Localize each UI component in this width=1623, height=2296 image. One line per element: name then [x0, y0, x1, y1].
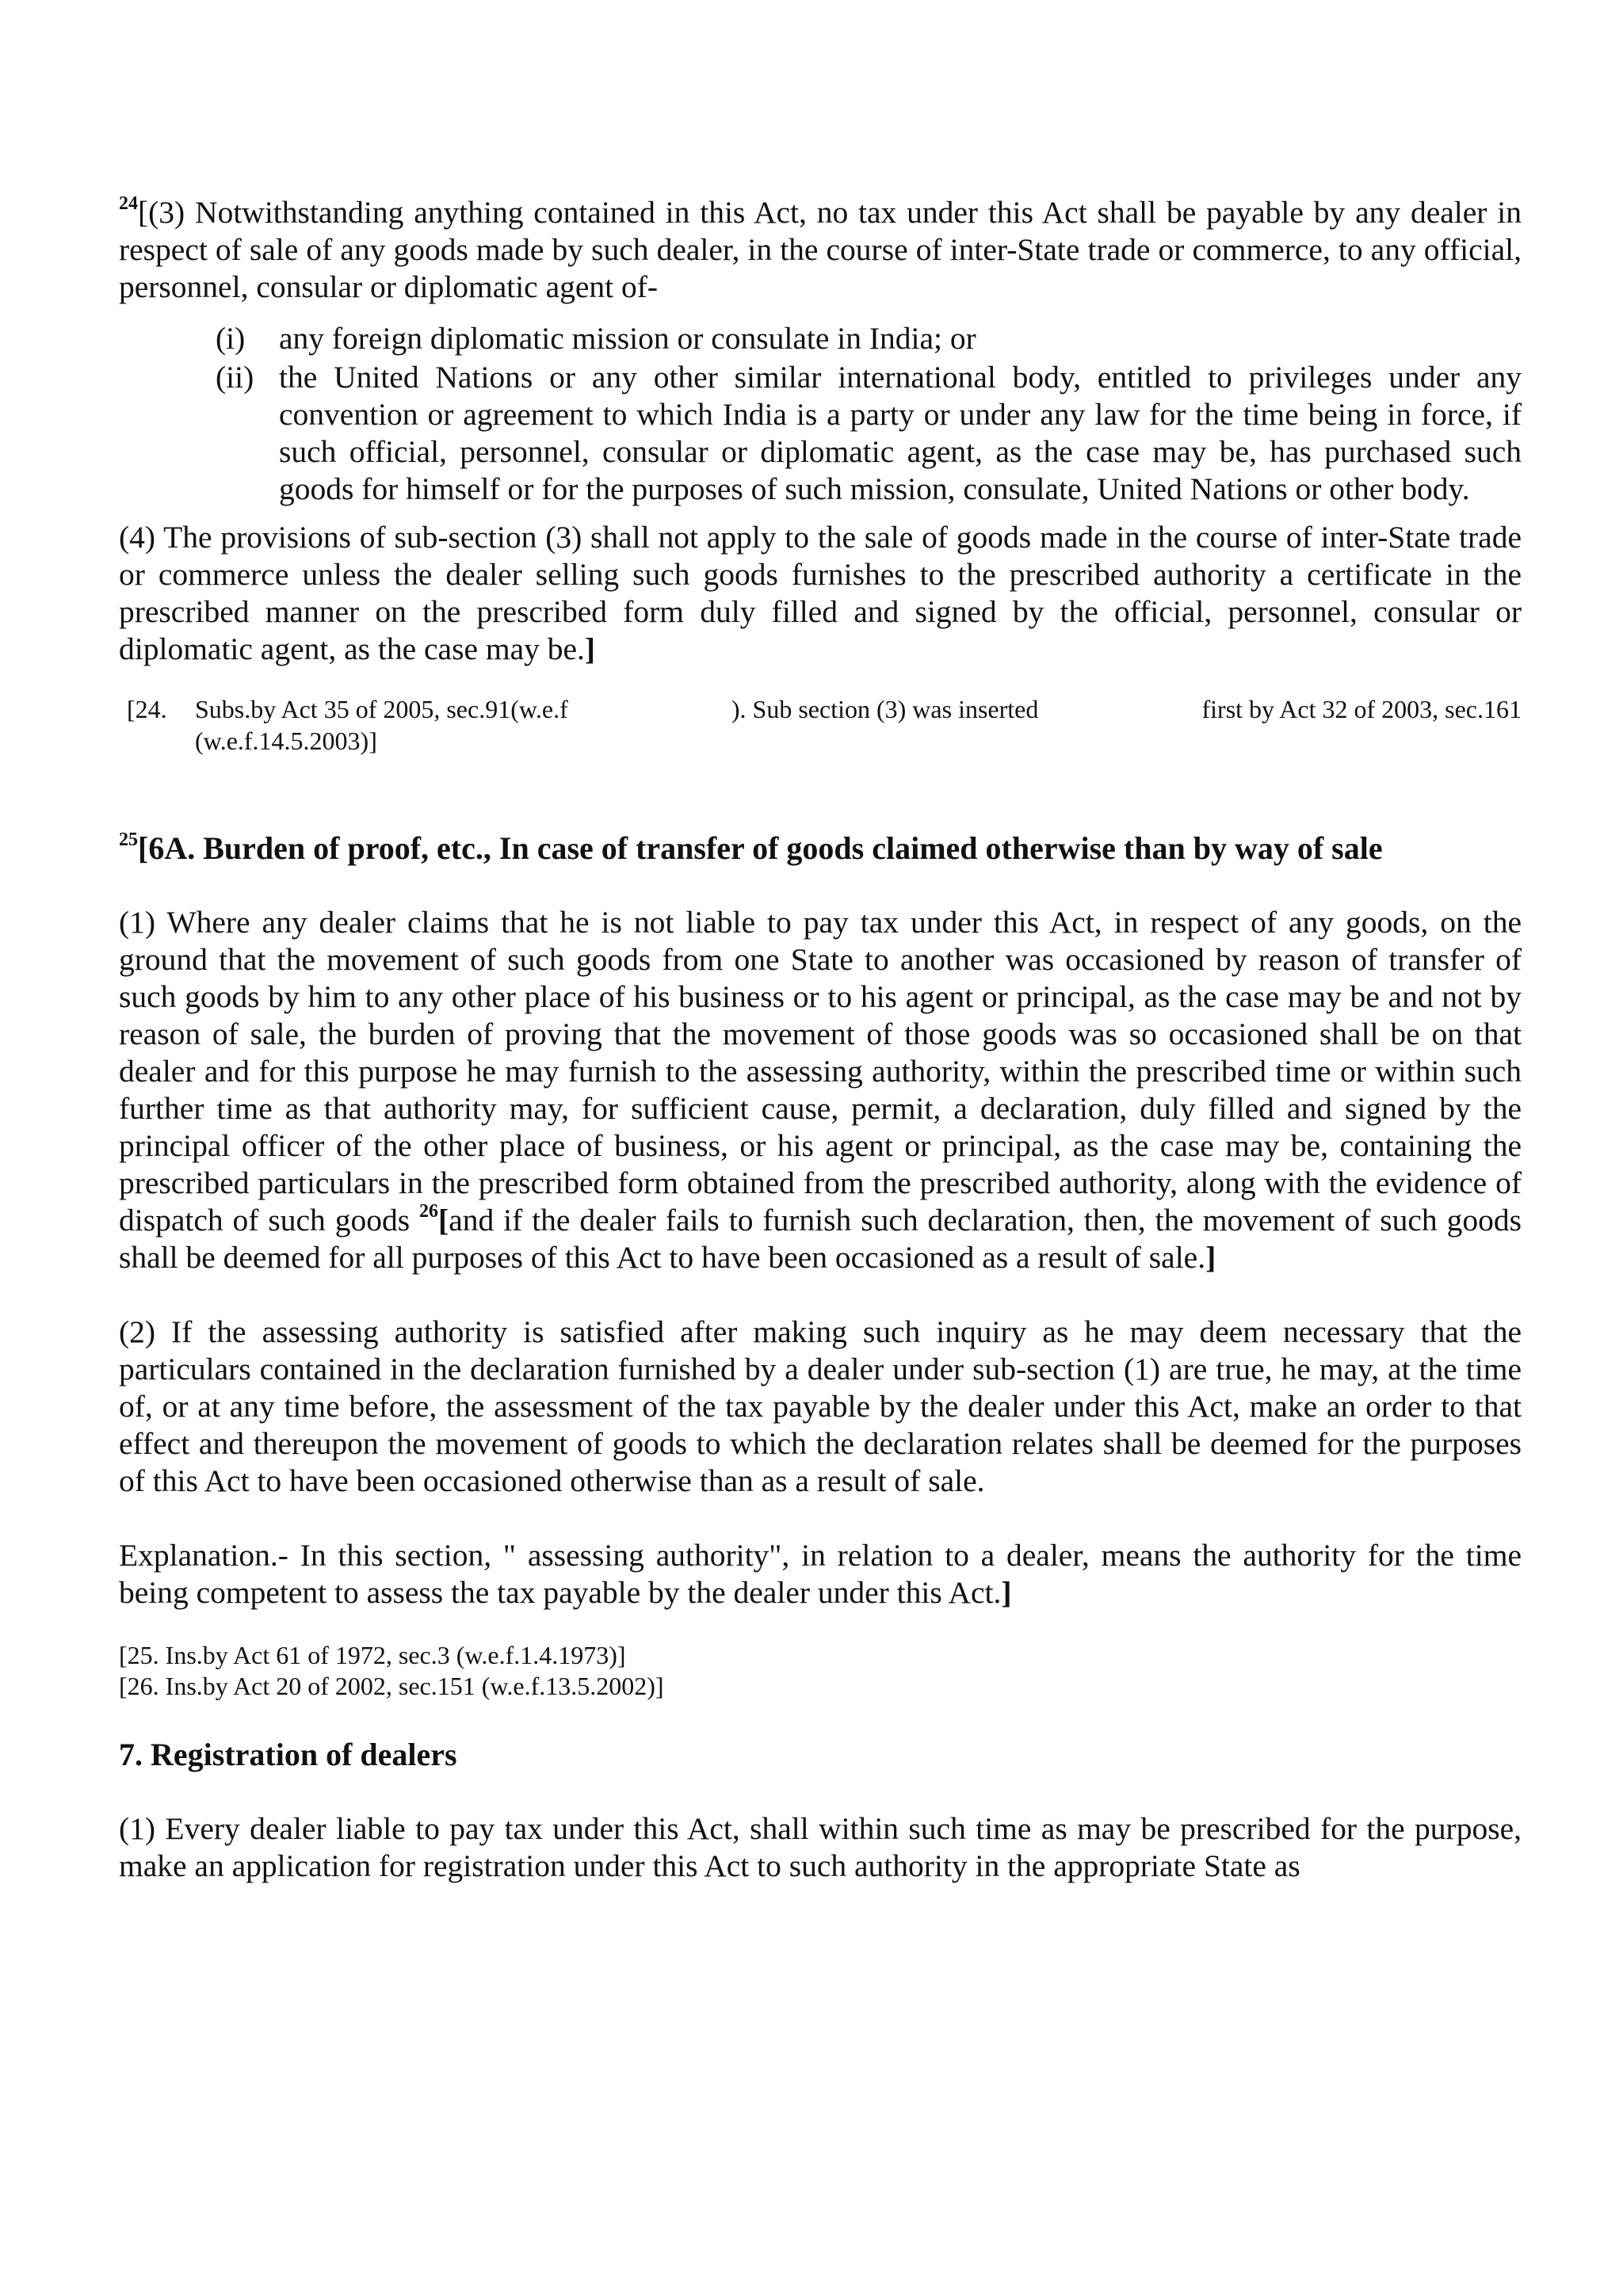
section-6a-paragraph-2: (2) If the assessing authority is satisfied after making such inquiry as he may deem necessary that the particulars contained in the declaration furnished by a dealer under sub-section (1) are true, he may, at the time of, or at any time before, the assessment of the tax payable by the dealer under this Act, make an order to that effect and thereupon the movement of goods to which the declaration relates shall be deemed for the purposes of this Act to have been occasioned otherwise than as a result of sale.: [119, 1314, 1522, 1498]
footnote-24-number: [24.: [127, 695, 167, 723]
section-6a-p1-inserted-text: and if the dealer fails to furnish such declaration, then, the movement of such goods shall be deemed for all purposes of this Act to have been occasioned as a result of sale.: [119, 1203, 1522, 1275]
footnote-ref-26: 26: [419, 1201, 439, 1222]
list-item-number: (ii): [216, 360, 254, 395]
section-7-heading: 7. Registration of dealers: [119, 1737, 457, 1772]
insert-open-bracket: [: [438, 1203, 449, 1238]
explanation-text: Explanation.- In this section, " assessing authority", in relation to a dealer, means the authority for the time being competent to assess the tax payable by the dealer under this Act.: [119, 1538, 1522, 1610]
insert-close-bracket: ]: [1205, 1240, 1216, 1275]
explanation-close-bracket: ]: [1001, 1575, 1012, 1610]
footnotes: [119, 1640, 1522, 1702]
section-7-paragraph-1: (1) Every dealer liable to pay tax under this Act, shall within such time as may be prescribed for the purpose, make an application for registration under this Act to such authority in the appropriate State as: [119, 1811, 1522, 1883]
section-6a-heading: [119, 830, 1522, 867]
footnote-26: [26. Ins.by Act 20 of 2002, sec.151 (w.e.f.13.5.2002)]: [119, 1672, 664, 1700]
list-item-number: (i): [216, 321, 246, 356]
section-6a-p1-text: (1) Where any dealer claims that he is not liable to pay tax under this Act, in respect of any goods, on the ground that the movement of such goods from one State to another was occasioned by reason of transfer of such goods by him to any other place of his business or to his agent or principal, as the case may be and not by reason of sale, the burden of proving that the movement of those goods was so occasioned shall be on that dealer and for this purpose he may furnish to the assessing authority, within the prescribed time or within such further time as that authority may, for sufficient cause, permit, a declaration, duly filled and signed by the principal officer of the other place of business, or his agent or principal, as the case may be, containing the prescribed particulars in the prescribed form obtained from the prescribed authority, along with the evidence of dispatch of such goods: [119, 905, 1522, 1238]
list-item-text: any foreign diplomatic mission or consulate in India; or: [279, 321, 976, 356]
footnote-24-part2: ). Sub section (3) was inserted: [731, 695, 1039, 723]
footnote-24-part3: first by Act 32 of 2003, sec.161: [1201, 695, 1522, 723]
section-3-text: [(3) Notwithstanding anything contained in this Act, no tax under this Act shall be payable by any dealer in respect of sale of any goods made by such dealer, in the course of inter-State trade or commerce, to any official, personnel, consular or diplomatic agent of-: [119, 195, 1522, 304]
list-item-text: the United Nations or any other similar international body, entitled to privileges under any convention or agreement to which India is a party or under any law for the time being in force, if such official, personnel, consular or diplomatic agent, as the case may be, has purchased such goods for himself or for the purposes of such mission, consulate, United Nations or other body.: [279, 360, 1522, 506]
document-page: [119, 194, 1522, 1885]
section-6a-paragraph-1: [119, 904, 1522, 1276]
footnote-ref-24: 24: [119, 193, 138, 214]
section-3-paragraph: [119, 194, 1522, 306]
footnote-24-part1: Subs.by Act 35 of 2005, sec.91(w.e.f: [195, 695, 568, 723]
footnote-ref-25: 25: [119, 830, 138, 850]
footnote-24: [119, 693, 1522, 757]
section-6a-title: [6A. Burden of proof, etc., In case of transfer of goods claimed otherwise than by way of sale: [138, 830, 1383, 866]
section-4-text: (4) The provisions of sub-section (3) shall not apply to the sale of goods made in the course of inter-State trade or commerce unless the dealer selling such goods furnishes to the prescribed authority a certificate in the prescribed manner on the prescribed form duly filled and signed by the official, personnel, consular or diplomatic agent, as the case may be.: [119, 520, 1522, 666]
list-item: [216, 359, 1522, 508]
section-3-list: [216, 320, 1522, 508]
section-4-close-bracket: ]: [584, 631, 596, 666]
section-6a-explanation: [119, 1537, 1522, 1611]
footnote-25: [25. Ins.by Act 61 of 1972, sec.3 (w.e.f.1.4.1973)]: [119, 1641, 626, 1669]
list-item: [216, 320, 1522, 357]
section-4-paragraph: [119, 519, 1522, 668]
footnote-24-line2: (w.e.f.14.5.2003)]: [195, 727, 377, 755]
